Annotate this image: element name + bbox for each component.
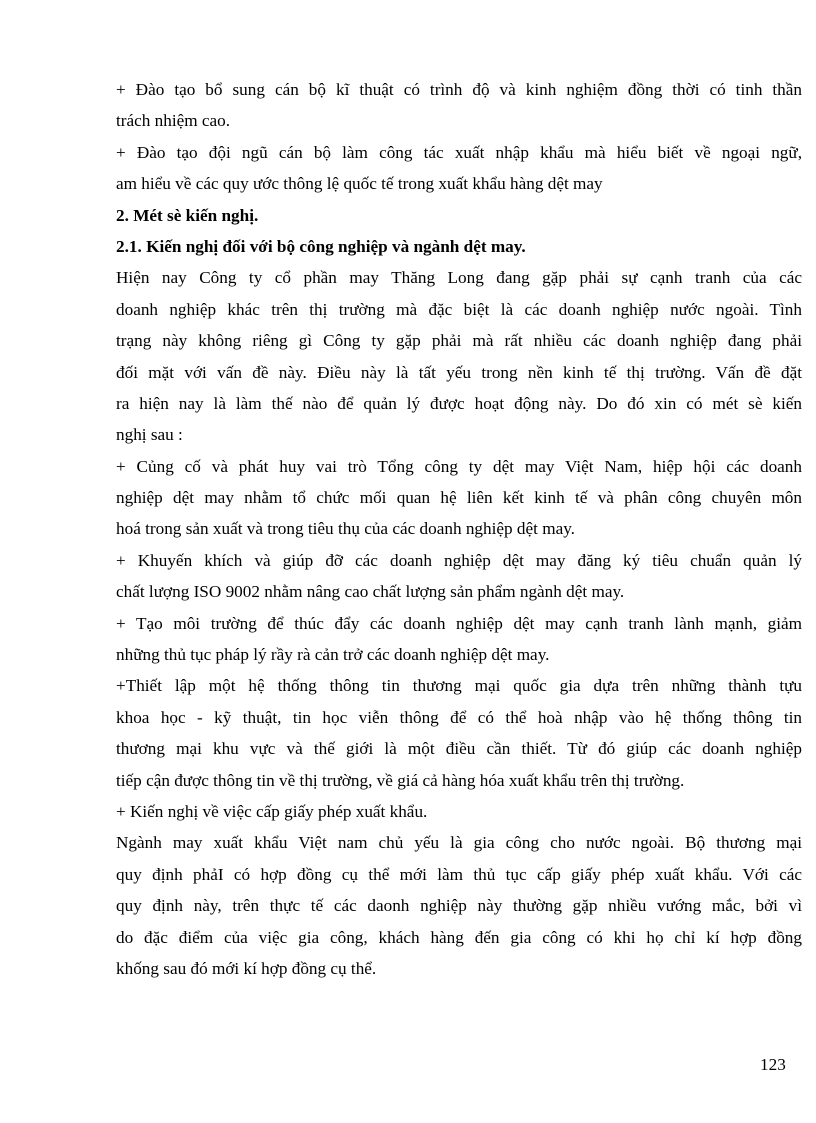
- text-line: nghiệp dệt may nhằm tổ chức mối quan hệ liên kết kinh tế và phân công chuyên môn: [116, 488, 802, 508]
- text-line: trạng này không riêng gì Công ty gặp phải mà rất nhiều các doanh nghiệp đang phải: [116, 331, 802, 351]
- text-line: đối mặt với vấn đề này. Điều này là tất yếu trong nền kinh tế thị trường. Vấn đề đặt: [116, 362, 802, 382]
- text-line: + Đào tạo bổ sung cán bộ kĩ thuật có trình độ và kinh nghiệm đồng thời có tinh thần: [116, 80, 802, 99]
- text-line: + Kiến nghị về việc cấp giấy phép xuất khẩu.: [116, 801, 428, 821]
- text-line: quy định này, trên thực tế các daonh nghiệp này thường gặp nhiều vướng mắc, bởi vì: [116, 896, 802, 916]
- subsection-heading: 2.1. Kiến nghị đối với bộ công nghiệp và ngành dệt may.: [116, 236, 526, 256]
- text-line: nghị sau :: [116, 425, 183, 445]
- page-number: 123: [760, 1055, 786, 1074]
- text-line: + Đào tạo đội ngũ cán bộ làm công tác xuất nhập khẩu mà hiểu biết về ngoại ngữ,: [116, 142, 802, 162]
- text-line: + Khuyến khích và giúp đỡ các doanh nghiệp dệt may đăng ký tiêu chuẩn quản lý: [116, 550, 802, 570]
- text-line: chất lượng ISO 9002 nhằm nâng cao chất lượng sản phẩm ngành dệt may.: [116, 582, 625, 602]
- text-line: + Tạo môi trường để thúc đẩy các doanh nghiệp dệt may cạnh tranh lành mạnh, giảm: [116, 613, 802, 633]
- text-line: trách nhiệm cao.: [116, 111, 231, 131]
- text-line: do đặc điểm của việc gia công, khách hàng đến gia công có khi họ chỉ kí hợp đồng: [116, 927, 802, 947]
- document-body: [116, 74, 802, 984]
- text-line: hoá trong sản xuất và trong tiêu thụ của các doanh nghiệp dệt may.: [116, 519, 575, 539]
- text-line: tiếp cận được thông tin về thị trường, về giá cả hàng hóa xuất khẩu trên thị trường.: [116, 770, 685, 790]
- text-line: thương mại khu vực và thế giới là một điều cần thiết. Từ đó giúp các doanh nghiệp: [116, 739, 802, 759]
- text-line: khống sau đó mới kí hợp đồng cụ thể.: [116, 958, 377, 978]
- text-line: am hiểu về các quy ước thông lệ quốc tế trong xuất khẩu hàng dệt may: [116, 174, 603, 194]
- text-line: quy định phảI có hợp đồng cụ thể mới làm thủ tục cấp giấy phép xuất khẩu. Với các: [116, 864, 802, 884]
- text-line: ra hiện nay là làm thế nào để quản lý được hoạt động này. Do đó xin có mét sè kiến: [116, 393, 802, 413]
- text-line: +Thiết lập một hệ thống thông tin thương mại quốc gia dựa trên những thành tựu: [116, 676, 802, 696]
- text-line: doanh nghiệp khác trên thị trường mà đặc biệt là các doanh nghiệp nước ngoài. Tình: [116, 299, 802, 319]
- text-line: Ngành may xuất khẩu Việt nam chủ yếu là gia công cho nước ngoài. Bộ thương mại: [116, 833, 802, 853]
- text-line: + Củng cố và phát huy vai trò Tổng công ty dệt may Việt Nam, hiệp hội các doanh: [116, 456, 802, 476]
- text-line: khoa học - kỹ thuật, tin học viễn thông để có thể hoà nhập vào hệ thống thông tin: [116, 707, 802, 727]
- section-heading: 2. Mét sè kiến nghị.: [116, 205, 259, 225]
- text-line: những thủ tục pháp lý rầy rà cản trở các doanh nghiệp dệt may.: [116, 645, 550, 665]
- text-line: Hiện nay Công ty cổ phần may Thăng Long đang gặp phải sự cạnh tranh của các: [116, 268, 802, 288]
